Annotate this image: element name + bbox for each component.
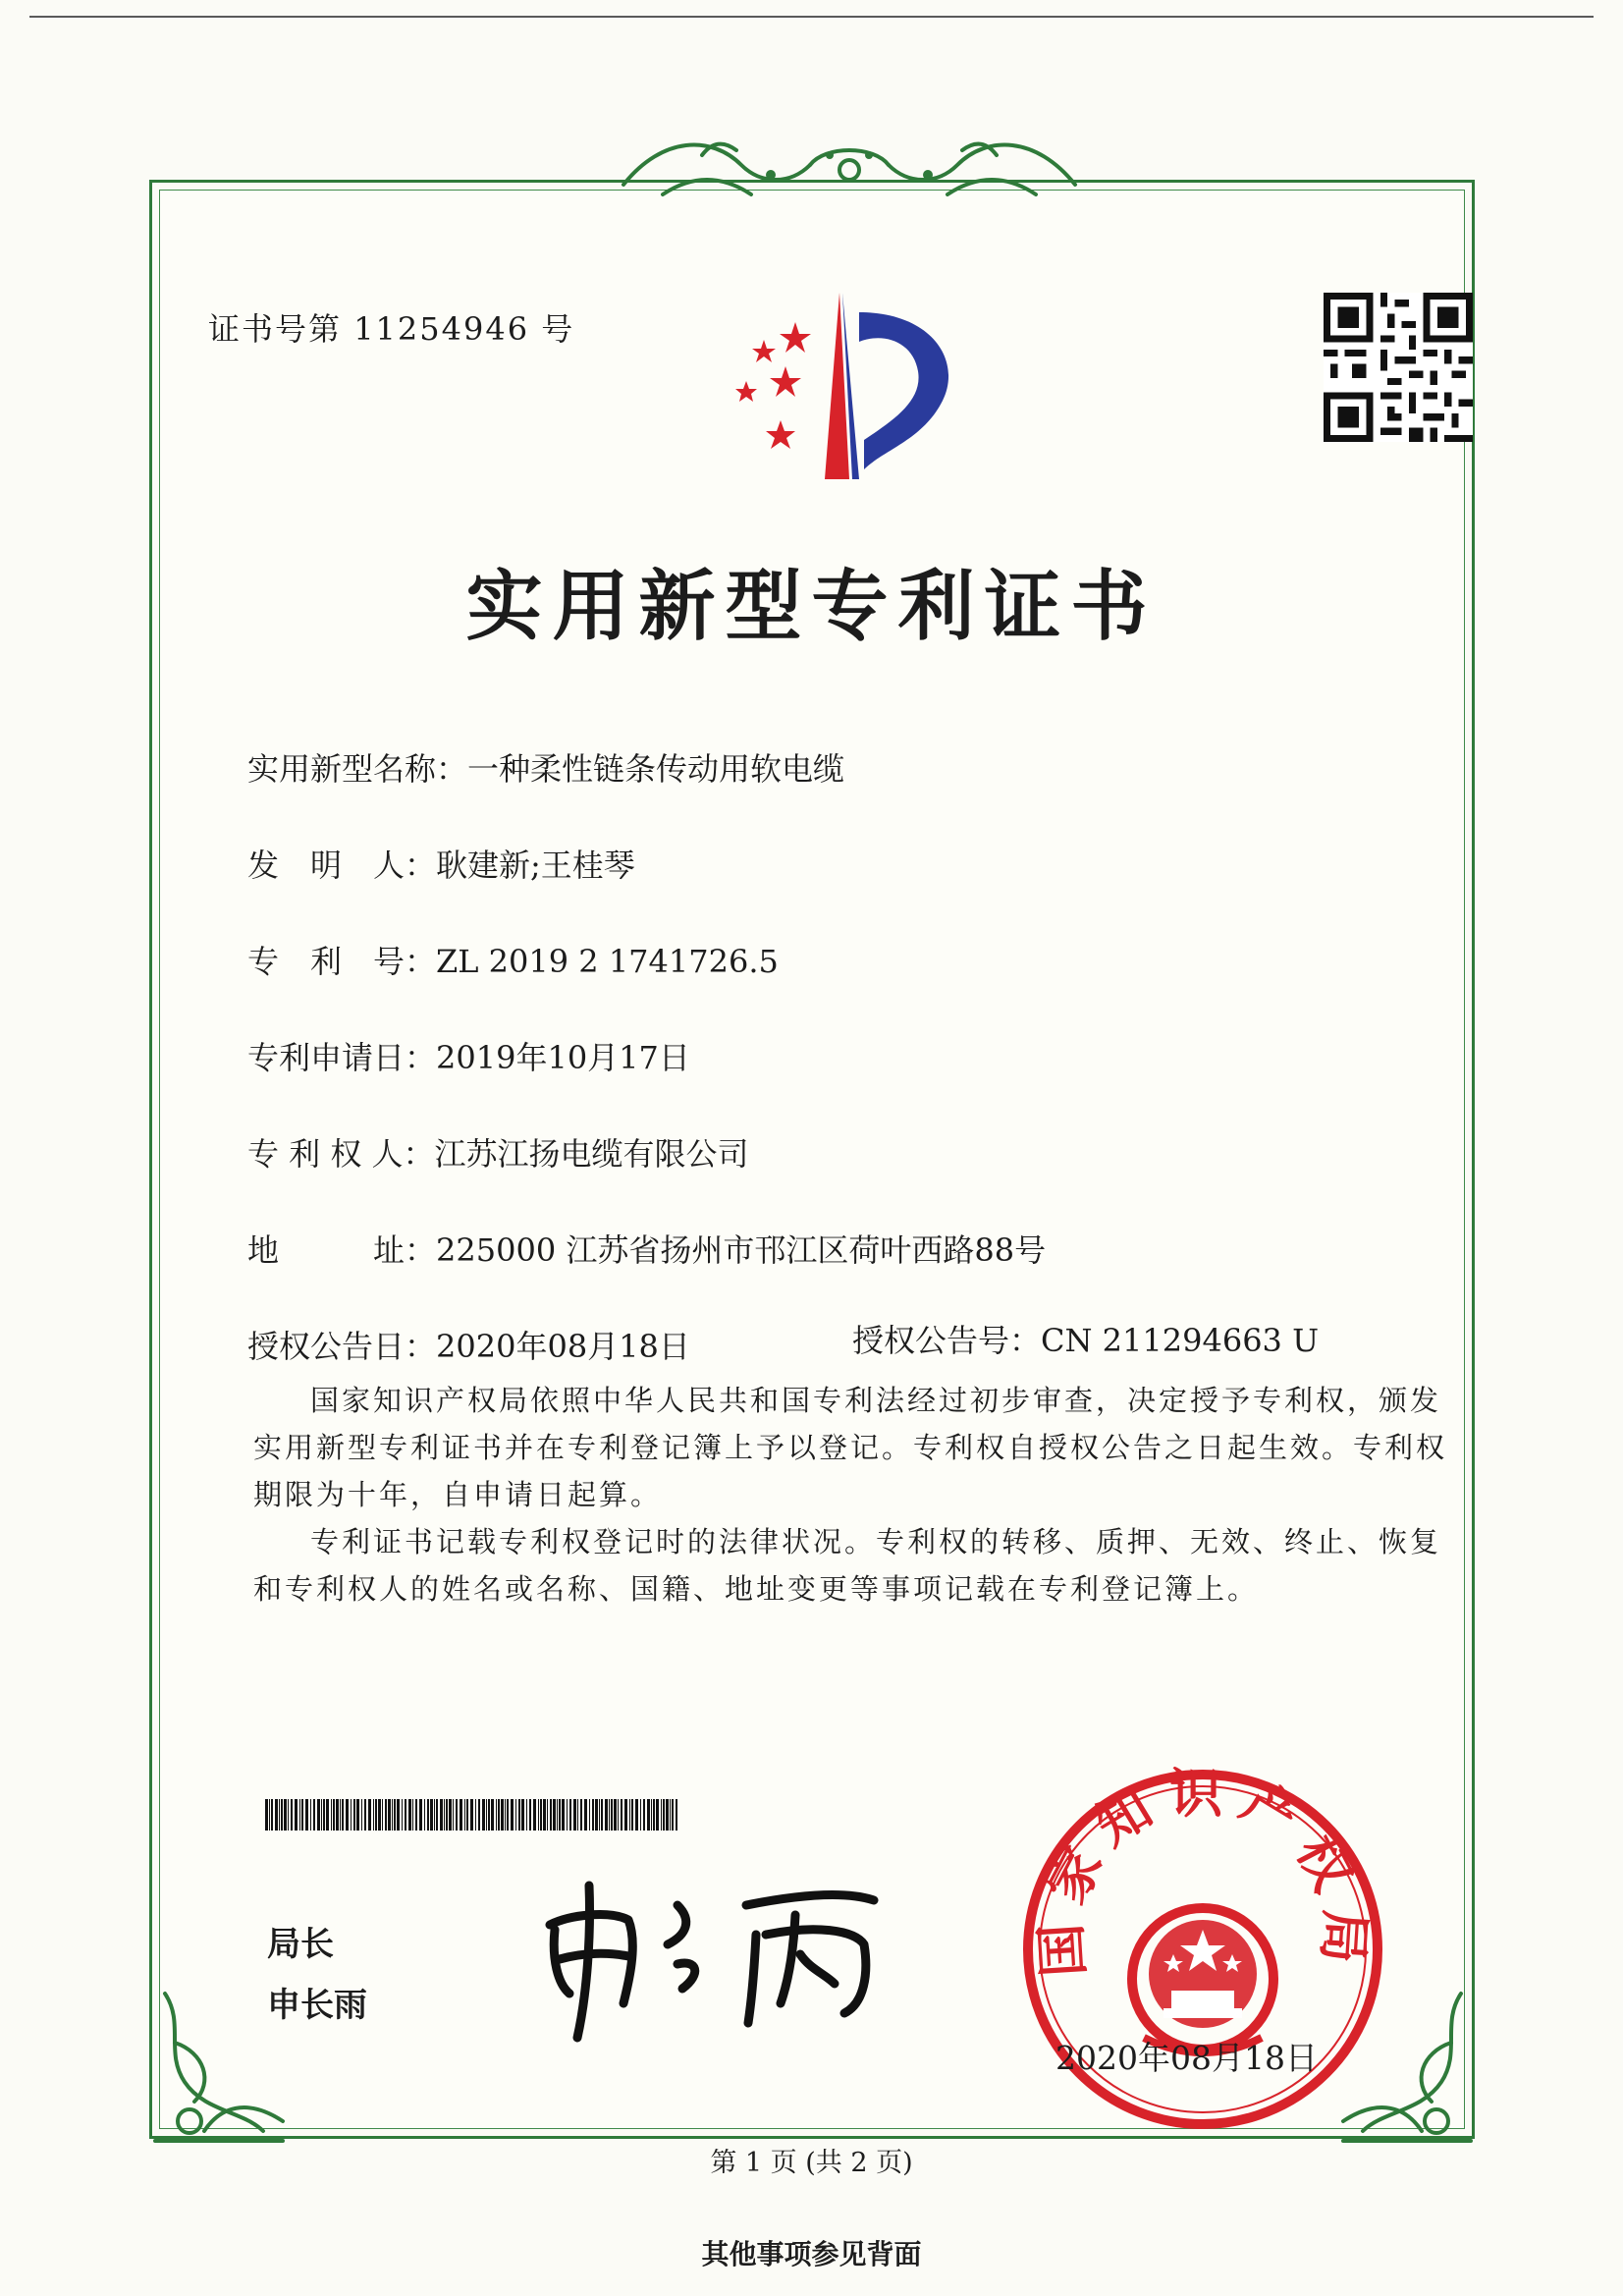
field-label: 专利申请日： xyxy=(247,1039,437,1076)
barcode-bar xyxy=(580,1799,582,1831)
barcode-bar xyxy=(478,1799,480,1831)
field-patent-number xyxy=(247,937,779,982)
barcode-bar xyxy=(346,1799,349,1831)
footer-note: 其他事项参见背面 xyxy=(701,2238,922,2270)
barcode-bar xyxy=(511,1799,514,1831)
barcode-bar xyxy=(321,1799,322,1831)
barcode-bar xyxy=(656,1799,659,1831)
barcode-bar xyxy=(408,1799,411,1831)
barcode-bar xyxy=(559,1799,561,1831)
field-label: 授权公告日： xyxy=(247,1328,437,1365)
certificate-number-label: 证书号第 xyxy=(208,310,343,348)
certificate-number xyxy=(208,304,574,350)
barcode-bar xyxy=(666,1799,669,1831)
field-value: 一种柔性链条传动用软电缆 xyxy=(467,750,845,788)
field-utility-model-name xyxy=(247,744,844,790)
barcode-bar xyxy=(540,1799,542,1831)
barcode-bar xyxy=(647,1799,650,1831)
barcode-bar xyxy=(672,1799,674,1831)
field-label: 实用新型名称： xyxy=(247,750,468,788)
barcode-bar xyxy=(353,1799,355,1831)
certificate-number-suffix: 号 xyxy=(541,310,575,348)
field-value: 2019年10月17日 xyxy=(436,1039,690,1076)
barcode-bar xyxy=(402,1799,403,1831)
barcode-bar xyxy=(640,1799,641,1831)
field-patentee xyxy=(247,1129,749,1175)
barcode-bar xyxy=(496,1799,497,1831)
barcode-bar xyxy=(661,1799,662,1831)
barcode-bar xyxy=(419,1799,422,1831)
barcode-bar xyxy=(284,1799,287,1831)
barcode-bar xyxy=(547,1799,548,1831)
barcode-bar xyxy=(491,1799,494,1831)
barcode-bar xyxy=(385,1799,387,1831)
barcode-bar xyxy=(440,1799,443,1831)
field-filing-date xyxy=(247,1033,690,1078)
barcode-bar xyxy=(291,1799,293,1831)
barcode-bar xyxy=(427,1799,429,1831)
director-signature-icon xyxy=(530,1876,884,2043)
barcode-bar xyxy=(651,1799,652,1831)
barcode-bar xyxy=(449,1799,452,1831)
barcode-bar xyxy=(605,1799,608,1831)
barcode-bar xyxy=(577,1799,578,1831)
barcode-bar xyxy=(456,1799,458,1831)
barcode-bar xyxy=(392,1799,393,1831)
barcode-bar xyxy=(361,1799,362,1831)
page-number: 第 1 页 (共 2 页) xyxy=(710,2148,913,2178)
barcode-bar xyxy=(375,1799,377,1831)
certificate-number-value: 11254946 xyxy=(353,310,530,348)
official-seal-icon xyxy=(1016,1763,1389,2136)
seal-date: 2020年08月18日 xyxy=(1055,2039,1318,2077)
barcode-bar xyxy=(288,1799,289,1831)
barcode-bar xyxy=(567,1799,568,1831)
barcode-bar xyxy=(557,1799,558,1831)
field-label: 发 明 人： xyxy=(247,847,437,884)
svg-text:国家知识产权局: 国家知识产权局 xyxy=(1029,1763,1377,1979)
barcode-bar xyxy=(378,1799,381,1831)
national-emblem-icon xyxy=(1132,1908,1273,2052)
barcode-bar xyxy=(643,1799,645,1831)
barcode-bar xyxy=(543,1799,546,1831)
field-value: 2020年08月18日 xyxy=(436,1328,690,1365)
barcode-bar xyxy=(670,1799,671,1831)
barcode-bar xyxy=(388,1799,391,1831)
field-value: 江苏江扬电缆有限公司 xyxy=(434,1135,749,1173)
barcode-bar xyxy=(482,1799,485,1831)
barcode-bar xyxy=(453,1799,454,1831)
field-grant-date xyxy=(247,1322,690,1367)
top-ornament-icon xyxy=(604,126,1095,214)
barcode-bar xyxy=(295,1799,298,1831)
barcode-bar xyxy=(553,1799,556,1831)
barcode-bar xyxy=(498,1799,500,1831)
barcode-bar xyxy=(592,1799,594,1831)
barcode-bar xyxy=(584,1799,587,1831)
field-value: 耿建新;王桂琴 xyxy=(436,847,635,884)
director-title: 局长 xyxy=(267,1925,334,1964)
barcode-bar xyxy=(470,1799,473,1831)
barcode-bar xyxy=(412,1799,413,1831)
barcode-bar xyxy=(342,1799,344,1831)
cnipa-logo-icon xyxy=(727,283,972,479)
barcode-bar xyxy=(629,1799,630,1831)
barcode-bar xyxy=(299,1799,300,1831)
barcode-bar xyxy=(653,1799,655,1831)
barcode-bar xyxy=(533,1799,536,1831)
barcode-bar xyxy=(331,1799,332,1831)
barcode-bar xyxy=(405,1799,406,1831)
barcode-bar xyxy=(351,1799,352,1831)
barcode-bar xyxy=(486,1799,487,1831)
scan-top-line xyxy=(29,16,1594,18)
barcode-bar xyxy=(336,1799,339,1831)
barcode-bar xyxy=(340,1799,341,1831)
barcode-bar xyxy=(271,1799,273,1831)
barcode-bar xyxy=(609,1799,610,1831)
barcode-bar xyxy=(430,1799,433,1831)
barcode-bar xyxy=(518,1799,520,1831)
barcode-bar xyxy=(529,1799,531,1831)
barcode-bar xyxy=(323,1799,325,1831)
barcode-bar xyxy=(599,1799,600,1831)
barcode-bar xyxy=(618,1799,619,1831)
director-name: 申长雨 xyxy=(267,1986,367,2025)
field-value: ZL 2019 2 1741726.5 xyxy=(436,943,779,980)
field-grant-number xyxy=(852,1316,1319,1361)
legal-paragraph: 国家知识产权局依照中华人民共和国专利法经过初步审查，决定授予专利权，颁发实用新型专利证书并在专利登记簿上予以登记。专利权自授权公告之日起生效。专利权期限为十年，自申请日起算。 xyxy=(253,1384,1448,1511)
barcode-bar xyxy=(326,1799,329,1831)
barcode-bar xyxy=(415,1799,417,1831)
field-label: 授权公告号： xyxy=(852,1322,1042,1359)
barcode-bar xyxy=(676,1799,677,1831)
barcode-bar xyxy=(569,1799,571,1831)
barcode-bar xyxy=(631,1799,633,1831)
field-label: 专 利 号： xyxy=(247,943,437,980)
barcode-bar xyxy=(281,1799,283,1831)
barcode-bar xyxy=(444,1799,445,1831)
barcode-bar xyxy=(313,1799,315,1831)
barcode-bar xyxy=(663,1799,665,1831)
barcode-bar xyxy=(373,1799,374,1831)
barcode-bar xyxy=(305,1799,308,1831)
barcode-bar xyxy=(317,1799,320,1831)
barcode-bar xyxy=(515,1799,516,1831)
barcode-bar xyxy=(275,1799,278,1831)
barcode-bar xyxy=(521,1799,524,1831)
barcode-bar xyxy=(635,1799,638,1831)
barcode-bar xyxy=(301,1799,303,1831)
legal-paragraph: 专利证书记载专利权登记时的法律状况。专利权的转移、质押、无效、终止、恢复和专利权人的姓名或名称、国籍、地址变更等事项记载在专利登记簿上。 xyxy=(253,1525,1442,1606)
barcode-bar xyxy=(424,1799,425,1831)
barcode-bar xyxy=(624,1799,627,1831)
barcode-bar xyxy=(501,1799,504,1831)
barcode-bar xyxy=(601,1799,603,1831)
barcode-bar xyxy=(434,1799,435,1831)
barcode-bar xyxy=(562,1799,565,1831)
barcode-bar xyxy=(466,1799,468,1831)
field-value: 225000 江苏省扬州市邗江区荷叶西路88号 xyxy=(436,1231,1047,1269)
barcode-bar xyxy=(464,1799,465,1831)
barcode-bar xyxy=(611,1799,613,1831)
field-inventor xyxy=(247,841,635,886)
barcode-bar xyxy=(589,1799,590,1831)
barcode-icon xyxy=(265,1799,677,1831)
barcode-bar xyxy=(475,1799,476,1831)
barcode-bar xyxy=(394,1799,396,1831)
barcode-bar xyxy=(446,1799,448,1831)
qr-code-icon xyxy=(1324,293,1473,442)
barcode-bar xyxy=(356,1799,359,1831)
barcode-bar xyxy=(265,1799,268,1831)
barcode-bar xyxy=(526,1799,527,1831)
barcode-bar xyxy=(368,1799,371,1831)
barcode-bar xyxy=(573,1799,576,1831)
barcode-bar xyxy=(614,1799,617,1831)
barcode-bar xyxy=(333,1799,335,1831)
field-label: 专 利 权 人： xyxy=(247,1135,435,1173)
barcode-bar xyxy=(397,1799,400,1831)
barcode-bar xyxy=(460,1799,462,1831)
barcode-bar xyxy=(382,1799,383,1831)
certificate-title: 实用新型专利证书 xyxy=(465,562,1158,651)
barcode-bar xyxy=(621,1799,622,1831)
barcode-bar xyxy=(595,1799,598,1831)
barcode-bar xyxy=(505,1799,506,1831)
field-address xyxy=(247,1226,1046,1271)
field-label: 地 址： xyxy=(247,1231,437,1269)
field-value: CN 211294663 U xyxy=(1041,1322,1320,1359)
barcode-bar xyxy=(269,1799,270,1831)
barcode-bar xyxy=(364,1799,366,1831)
barcode-bar xyxy=(538,1799,539,1831)
barcode-bar xyxy=(550,1799,552,1831)
barcode-bar xyxy=(279,1799,280,1831)
legal-text xyxy=(253,1377,1461,1613)
barcode-bar xyxy=(436,1799,438,1831)
barcode-bar xyxy=(310,1799,311,1831)
barcode-bar xyxy=(507,1799,509,1831)
barcode-bar xyxy=(488,1799,490,1831)
